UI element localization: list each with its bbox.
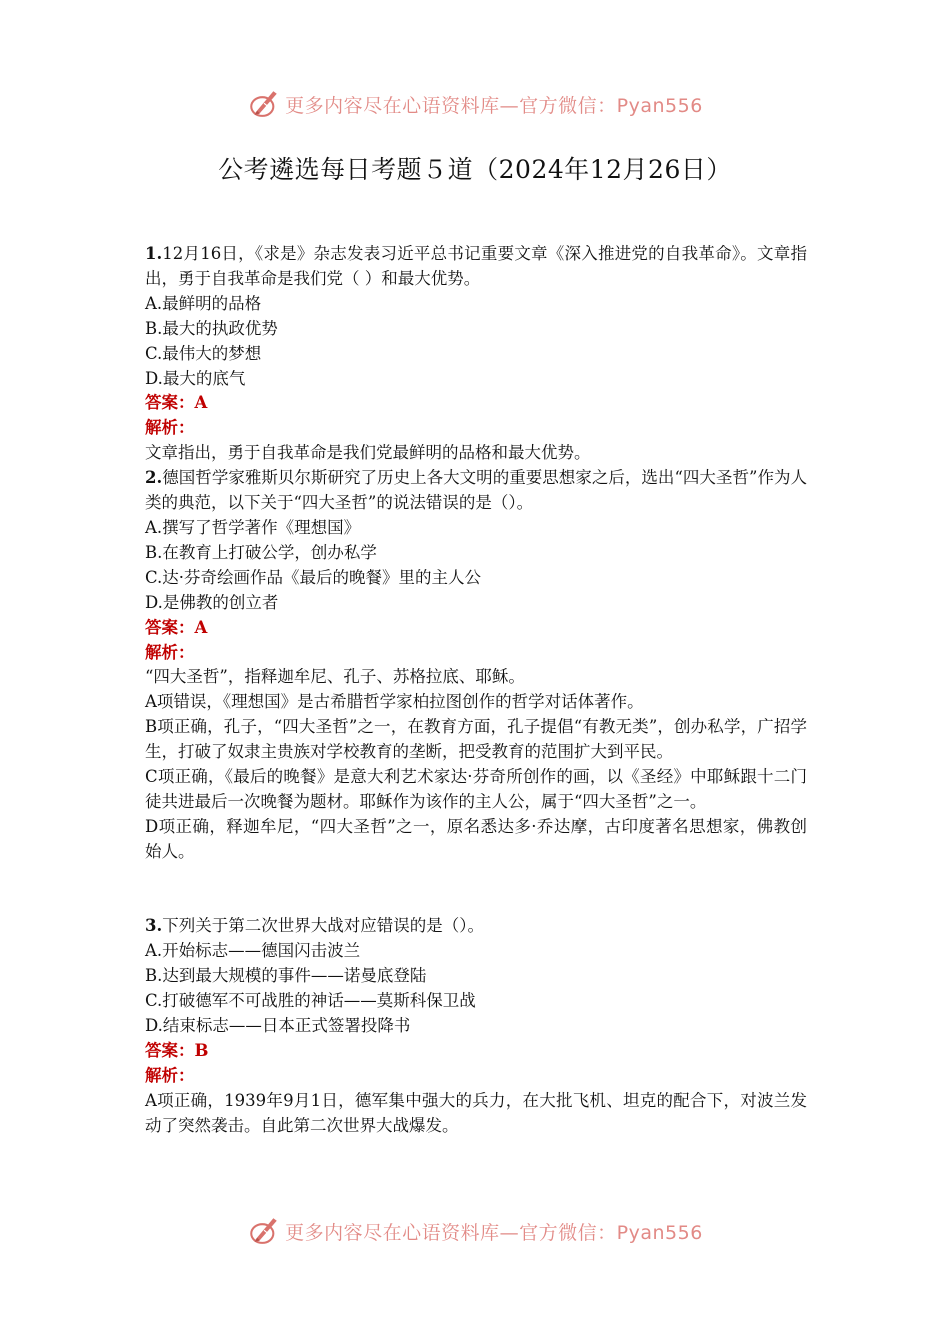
question-3-option-a: A.开始标志——德国闪击波兰 [145,941,361,961]
question-2-analysis-line: B项正确，孔子，“四大圣哲”之一，在教育方面，孔子提倡“有教无类”，创办私学，广招学生，打破了奴隶主贵族对学校教育的垄断，把受教育的范围扩大到平民。 [145,717,807,762]
question-1-option-a: A.最鲜明的品格 [145,293,262,313]
question-1-option-b: B.最大的执政优势 [145,318,278,338]
question-1-analysis-line: 文章指出，勇于自我革命是我们党最鲜明的品格和最大优势。 [145,443,591,463]
watermark-text: 更多内容尽在心语资料库—官方微信：Pyan556 [285,1221,703,1244]
question-3-answer: 答案：B [145,1040,209,1060]
question-1-analysis-label: 解析： [145,418,195,438]
question-number: 2. [145,468,163,488]
question-2-analysis-line: D项正确，释迦牟尼，“四大圣哲”之一，原名悉达多·乔达摩，古印度著名思想家，佛教创始人。 [145,816,807,861]
header-watermark [0,84,950,124]
question-2-stem: 2.德国哲学家雅斯贝尔斯研究了历史上各大文明的重要思想家之后，选出“四大圣哲”作为人类的典范，以下关于“四大圣哲”的说法错误的是（）。 [145,468,807,513]
question-3-option-b: B.达到最大规模的事件——诺曼底登陆 [145,966,427,986]
question-2-analysis-line: “四大圣哲”，指释迦牟尼、孔子、苏格拉底、耶稣。 [145,667,525,687]
question-3-option-d: D.结束标志——日本正式签署投降书 [145,1016,411,1036]
question-3-option-c: C.打破德军不可战胜的神话——莫斯科保卫战 [145,991,476,1011]
pen-feather-logo-icon [247,1214,281,1248]
question-1-stem: 1.12月16日，《求是》杂志发表习近平总书记重要文章《深入推进党的自我革命》。文章指出，勇于自我革命是我们党（ ）和最大优势。 [145,244,807,288]
question-2-option-a: A.撰写了哲学著作《理想国》 [145,517,361,537]
question-3-stem: 3.下列关于第二次世界大战对应错误的是（）。 [145,916,484,936]
page-title: 公考遴选每日考题５道（2024年12月26日） [218,155,732,184]
watermark-contact: Pyan556 [616,1221,703,1244]
question-number: 3. [145,916,163,936]
question-list [145,242,807,1139]
section-spacer [145,865,807,915]
question-2-answer: 答案：A [145,617,208,637]
question-2-analysis-line: C项正确，《最后的晚餐》是意大利艺术家达·芬奇所创作的画，以《圣经》中耶稣跟十二门徒共进最后一次晚餐为题材。耶稣作为该作的主人公，属于“四大圣哲”之一。 [145,767,807,811]
watermark-text: 更多内容尽在心语资料库—官方微信：Pyan556 [285,94,703,117]
question-1-option-d: D.最大的底气 [145,368,246,388]
question-2-analysis-label: 解析： [145,642,195,662]
question-2-analysis-line: A项错误，《理想国》是古希腊哲学家柏拉图创作的哲学对话体著作。 [145,692,644,712]
question-number: 1. [145,244,163,263]
question-3-analysis-label: 解析： [145,1065,195,1085]
question-3-analysis-line: A项正确，1939年9月1日，德军集中强大的兵力，在大批飞机、坦克的配合下，对波兰发动了突然袭击。自此第二次世界大战爆发。 [145,1090,807,1135]
question-2-option-d: D.是佛教的创立者 [145,592,279,612]
question-2-option-b: B.在教育上打破公学，创办私学 [145,542,377,562]
question-1-answer: 答案：A [145,393,208,413]
footer-watermark [0,1211,950,1251]
watermark-contact: Pyan556 [616,94,703,117]
question-2-option-c: C.达·芬奇绘画作品《最后的晚餐》里的主人公 [145,567,482,587]
question-1-option-c: C.最伟大的梦想 [145,343,262,363]
pen-feather-logo-icon [247,87,281,121]
